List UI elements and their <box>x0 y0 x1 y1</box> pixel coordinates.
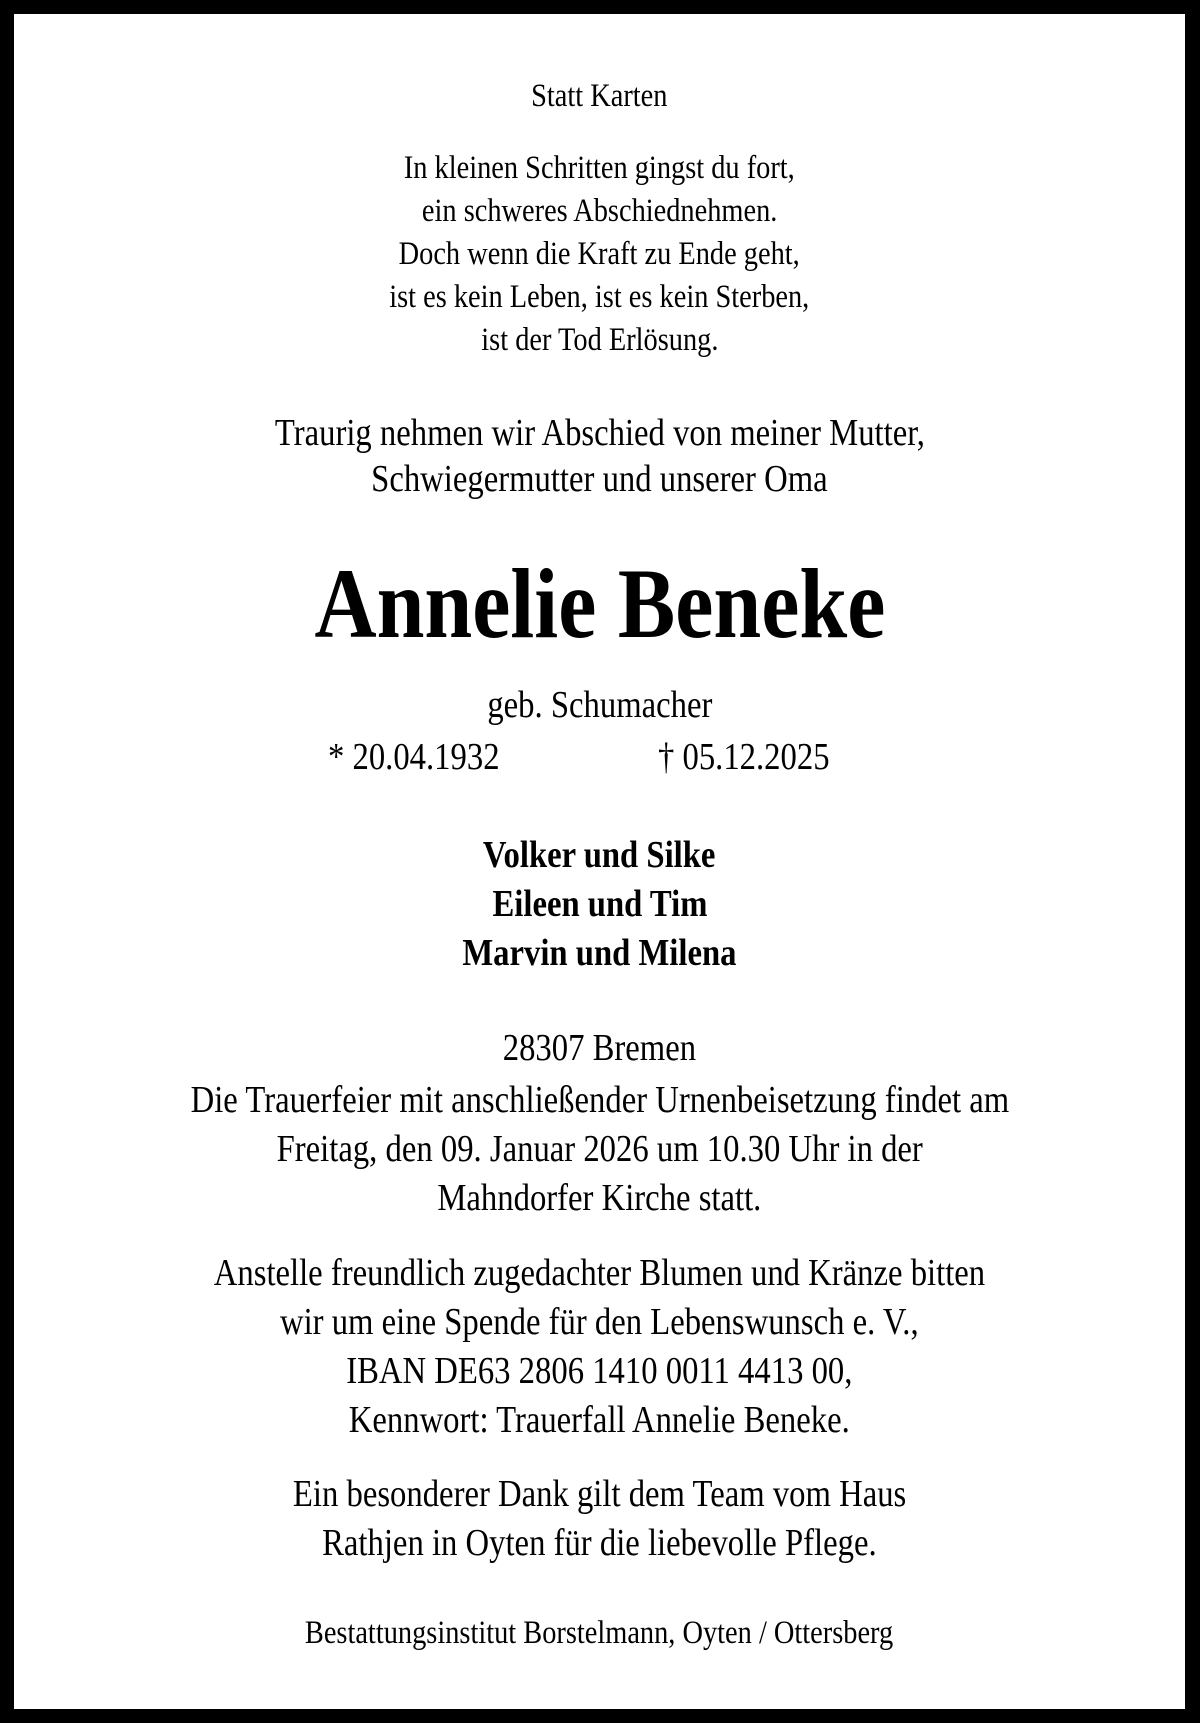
mourner-line: Marvin und Milena <box>462 932 737 974</box>
maiden-name: geb. Schumacher <box>486 684 713 726</box>
mourner-line: Eileen und Tim <box>492 883 707 925</box>
mourner-line: Volker und Silke <box>483 834 716 876</box>
ceremony-line: Freitag, den 09. Januar 2026 um 10.30 Uhr in der <box>276 1128 923 1170</box>
death-date: † 05.12.2025 <box>657 736 830 778</box>
poem-line: In kleinen Schritten gingst du fort, <box>404 150 795 186</box>
location: 28307 Bremen <box>502 1027 697 1069</box>
poem-line: ist der Tod Erlösung. <box>480 322 719 358</box>
donation-line: IBAN DE63 2806 1410 0011 4413 00, <box>346 1350 853 1392</box>
donation-line: wir um eine Spende für den Lebenswunsch e. V., <box>280 1301 919 1343</box>
ceremony-line: Die Trauerfeier mit anschließender Urnenbeisetzung findet am <box>190 1079 1009 1121</box>
poem-line: ein schweres Abschiednehmen. <box>421 193 778 229</box>
intro-line: Schwiegermutter und unserer Oma <box>371 458 828 500</box>
funeral-home: Bestattungsinstitut Borstelmann, Oyten / Ottersberg <box>305 1615 894 1651</box>
donation-line: Anstelle freundlich zugedachter Blumen und Kränze bitten <box>213 1252 986 1294</box>
header-statt-karten: Statt Karten <box>531 78 668 114</box>
poem-line: ist es kein Leben, ist es kein Sterben, <box>389 279 810 315</box>
thanks-line: Rathjen in Oyten für die liebevolle Pflege. <box>322 1522 877 1564</box>
thanks-line: Ein besonderer Dank gilt dem Team vom Haus <box>292 1473 907 1515</box>
intro-line: Traurig nehmen wir Abschied von meiner Mutter, <box>274 412 925 454</box>
obituary-card <box>14 14 1185 1709</box>
deceased-name: Annelie Beneke <box>314 548 885 659</box>
poem-line: Doch wenn die Kraft zu Ende geht, <box>398 236 801 272</box>
donation-line: Kennwort: Trauerfall Annelie Beneke. <box>349 1399 850 1441</box>
birth-date: * 20.04.1932 <box>327 736 500 778</box>
ceremony-line: Mahndorfer Kirche statt. <box>437 1177 762 1219</box>
